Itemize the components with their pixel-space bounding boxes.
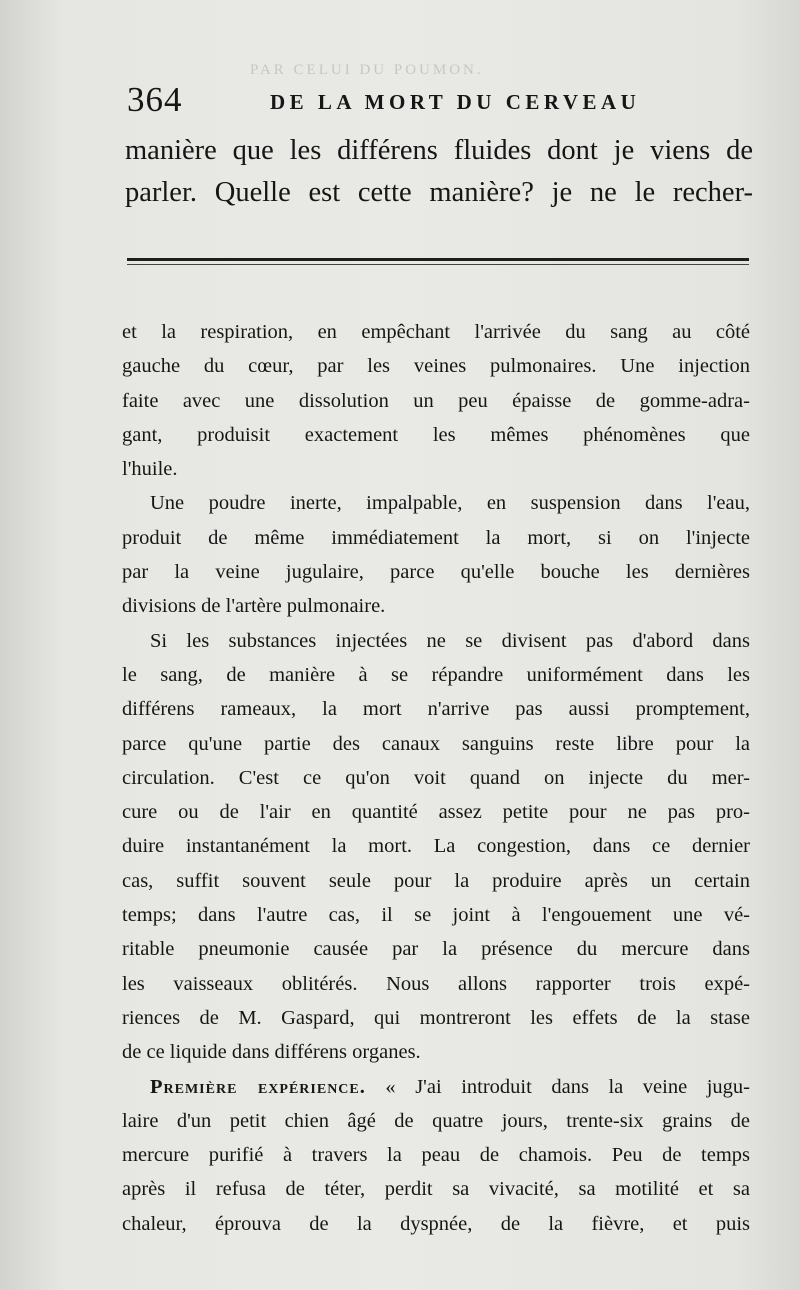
text-line: temps; dans l'autre cas, il se joint à l'engouement une vé- xyxy=(122,904,750,927)
text-line-rest: « J'ai introduit dans la veine jugu- xyxy=(385,1075,750,1098)
text-line: les vaisseaux oblitérés. Nous allons rapporter trois expé- xyxy=(122,972,750,995)
text-line: mercure purifié à travers la peau de chamois. Peu de temps xyxy=(122,1144,750,1167)
paragraph-1 xyxy=(122,315,750,486)
section-rule-thin xyxy=(127,264,749,265)
text-line: riences de M. Gaspard, qui montreront les effets de la stase xyxy=(122,1006,750,1029)
text-line: chaleur, éprouva de la dyspnée, de la fièvre, et puis xyxy=(122,1212,750,1235)
paragraph-2 xyxy=(122,486,750,623)
text-line: après il refusa de téter, perdit sa vivacité, sa motilité et sa xyxy=(122,1178,750,1201)
text-line: ritable pneumonie causée par la présence du mercure dans xyxy=(122,938,750,961)
text-line: cas, suffit souvent seule pour la produire après un certain xyxy=(122,869,750,892)
text-line xyxy=(122,1070,750,1104)
experiment-heading: Première expérience. xyxy=(150,1075,366,1098)
text-line: circulation. C'est ce qu'on voit quand on injecte du mer- xyxy=(122,766,750,789)
text-line: Une poudre inerte, impalpable, en suspension dans l'eau, xyxy=(150,492,750,515)
paragraph-4 xyxy=(122,1070,750,1241)
lower-text-section xyxy=(122,315,750,1241)
text-line: de ce liquide dans différens organes. xyxy=(122,1041,421,1064)
text-line: divisions de l'artère pulmonaire. xyxy=(122,595,386,618)
text-line: le sang, de manière à se répandre uniformément dans les xyxy=(122,663,750,686)
running-head xyxy=(125,80,750,120)
text-line: laire d'un petit chien âgé de quatre jours, trente-six grains de xyxy=(122,1109,750,1132)
text-line: parce qu'une partie des canaux sanguins reste libre pour la xyxy=(122,732,750,755)
text-line: et la respiration, en empêchant l'arrivée du sang au côté xyxy=(122,321,750,343)
text-line: l'huile. xyxy=(122,458,178,481)
text-line: différens rameaux, la mort n'arrive pas aussi promptement, xyxy=(122,698,750,721)
text-line: produit de même immédiatement la mort, si on l'injecte xyxy=(122,526,750,549)
text-line: gauche du cœur, par les veines pulmonaires. Une injection xyxy=(122,355,750,378)
upper-text-line: parler. Quelle est cette manière? je ne le recher- xyxy=(125,177,753,208)
text-line: par la veine jugulaire, parce qu'elle bouche les dernières xyxy=(122,561,750,584)
text-line: Si les substances injectées ne se divisent pas d'abord dans xyxy=(150,629,750,652)
section-rule-thick xyxy=(127,258,749,261)
upper-text-section xyxy=(125,130,753,214)
upper-text-line: manière que les différens fluides dont je viens de xyxy=(125,135,753,166)
text-line: cure ou de l'air en quantité assez petite pour ne pas pro- xyxy=(122,801,750,824)
text-line: gant, produisit exactement les mêmes phénomènes que xyxy=(122,423,750,446)
text-line: faite avec une dissolution un peu épaisse de gomme-adra- xyxy=(122,389,750,412)
paragraph-3 xyxy=(122,624,750,1070)
running-title: DE LA MORT DU CERVEAU xyxy=(270,90,641,114)
bleed-through-header: PAR CELUI DU POUMON. xyxy=(250,62,484,78)
page-number: 364 xyxy=(127,80,183,119)
text-line: duire instantanément la mort. La congestion, dans ce dernier xyxy=(122,835,750,858)
